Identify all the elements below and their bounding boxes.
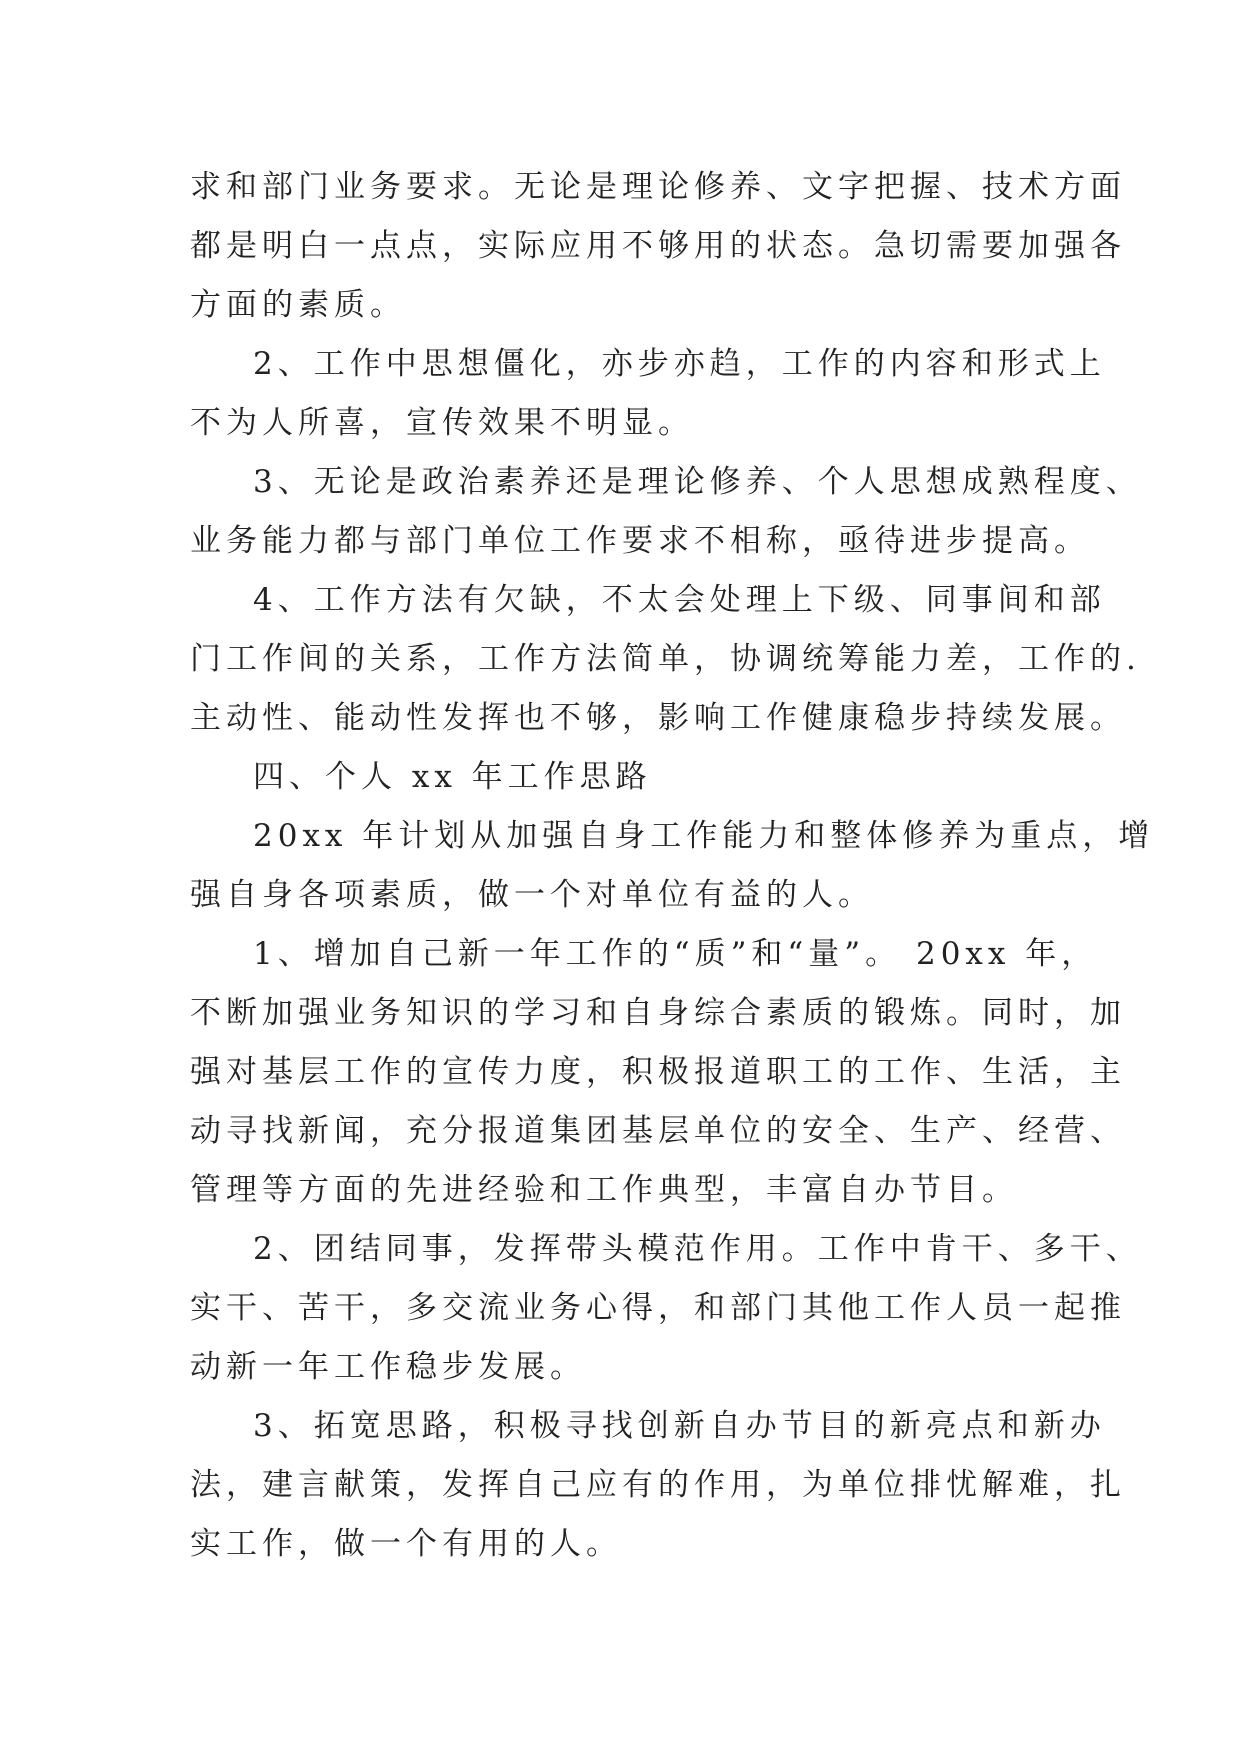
text-line: 四、个人 xx 年工作思路 (253, 759, 652, 795)
text-line: 4、工作方法有欠缺，不太会处理上下级、同事间和部 (253, 582, 1106, 618)
text-line: 实干、苦干，多交流业务心得，和部门其他工作人员一起推 (190, 1290, 1126, 1326)
text-line: 2、团结同事，发挥带头模范作用。工作中肯干、多干、 (253, 1231, 1142, 1267)
text-line: 管理等方面的先进经验和工作典型，丰富自办节目。 (190, 1172, 1018, 1208)
text-line: 2、工作中思想僵化，亦步亦趋，工作的内容和形式上 (253, 346, 1106, 382)
text-line: 强自身各项素质，做一个对单位有益的人。 (190, 877, 874, 913)
text-line: 20xx 年计划从加强自身工作能力和整体修养为重点，增 (253, 818, 1155, 854)
text-line: 都是明白一点点，实际应用不够用的状态。急切需要加强各 (190, 228, 1126, 264)
text-line: 动寻找新闻，充分报道集团基层单位的安全、生产、经营、 (190, 1113, 1126, 1149)
text-line: 1、增加自己新一年工作的“质”和“量”。 20xx 年， (253, 936, 1098, 972)
text-line: 动新一年工作稳步发展。 (190, 1349, 586, 1385)
text-line: 不断加强业务知识的学习和自身综合素质的锻炼。同时，加 (190, 995, 1126, 1031)
text-line: 强对基层工作的宣传力度，积极报道职工的工作、生活，主 (190, 1054, 1126, 1090)
document-body (190, 158, 1155, 1574)
text-line: 求和部门业务要求。无论是理论修养、文字把握、技术方面 (190, 169, 1126, 205)
text-line: 业务能力都与部门单位工作要求不相称，亟待进步提高。 (190, 523, 1090, 559)
text-line: 3、拓宽思路，积极寻找创新自办节目的新亮点和新办 (253, 1408, 1106, 1444)
text-line: 实工作，做一个有用的人。 (190, 1526, 622, 1562)
text-line: 主动性、能动性发挥也不够，影响工作健康稳步持续发展。 (190, 700, 1126, 736)
text-line: 法，建言献策，发挥自己应有的作用，为单位排忧解难，扎 (190, 1467, 1126, 1503)
text-line: 门工作间的关系，工作方法简单，协调统筹能力差，工作的. (190, 641, 1141, 677)
text-line: 方面的素质。 (190, 287, 406, 323)
text-line: 不为人所喜，宣传效果不明显。 (190, 405, 694, 441)
text-line: 3、无论是政治素养还是理论修养、个人思想成熟程度、 (253, 464, 1142, 500)
